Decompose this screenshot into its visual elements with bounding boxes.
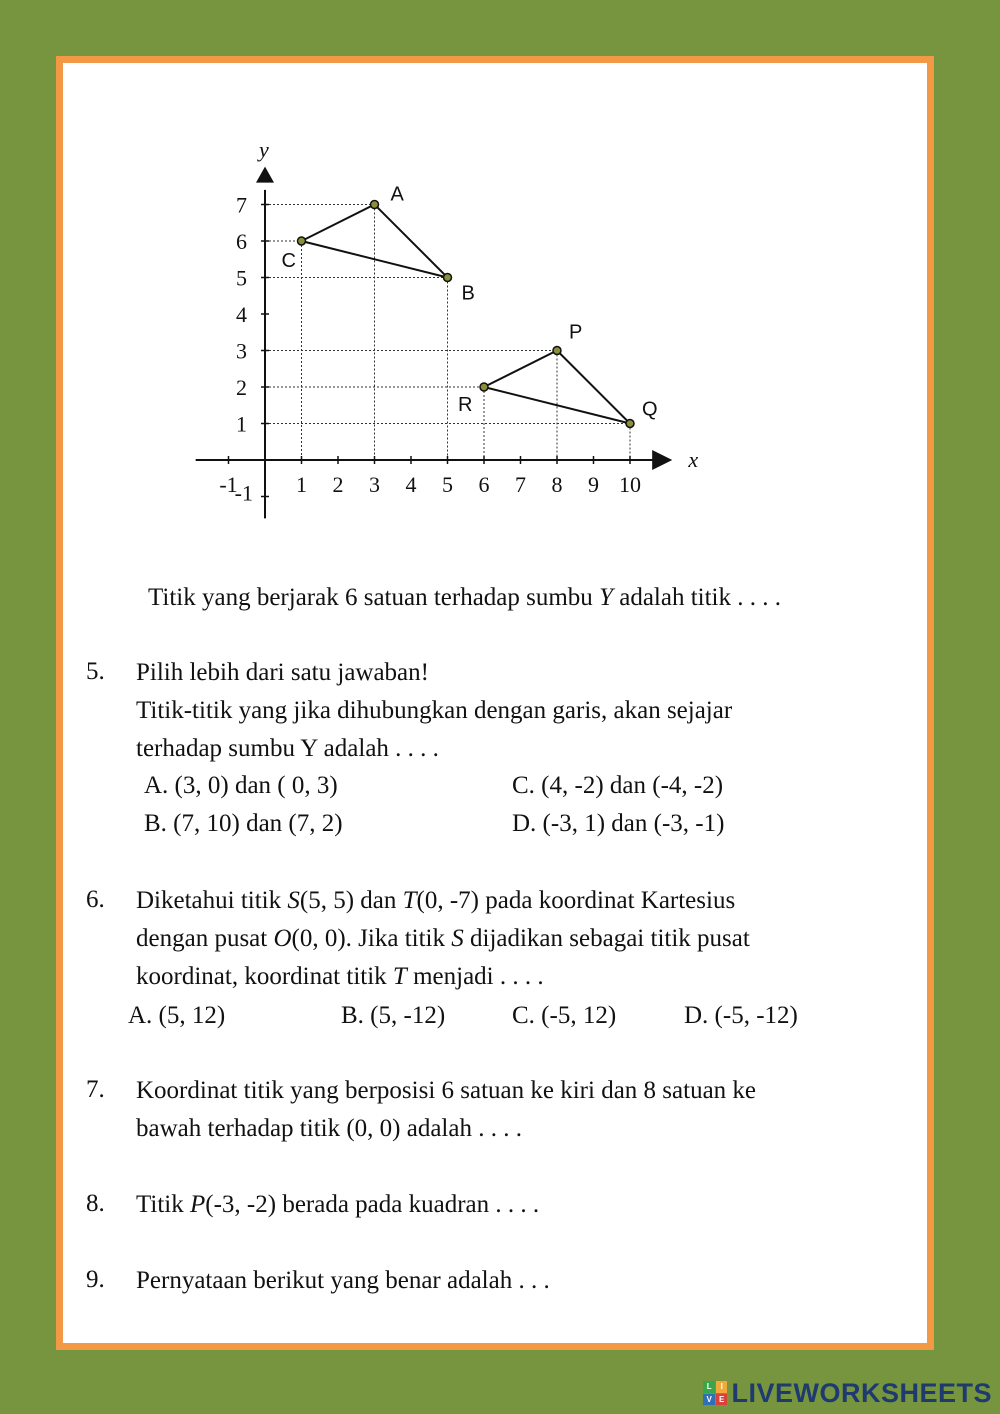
question-intro-after: adalah titik . . . .	[612, 584, 781, 611]
q5-option-d[interactable]: D. (-3, 1) dan (-3, -1)	[512, 810, 725, 837]
x-tick-label-1: 1	[296, 472, 307, 497]
y-tick-label-2: 2	[236, 375, 247, 400]
point-b	[444, 274, 452, 282]
q8-before: Titik	[136, 1191, 190, 1218]
q6-line1	[136, 886, 735, 916]
x-tick-label-6: 6	[478, 472, 490, 497]
point-c	[298, 237, 306, 245]
y-tick-label-6: 6	[236, 229, 247, 254]
q5-line2: Titik-titik yang jika dihubungkan dengan garis, akan sejajar	[136, 697, 733, 724]
x-tick-label-3: 3	[369, 472, 380, 497]
q6-l2a: dengan pusat	[136, 925, 274, 952]
q5-line1: Pilih lebih dari satu jawaban!	[136, 659, 429, 686]
x-tick-label-2: 2	[332, 472, 344, 497]
q8-p: P	[189, 1191, 206, 1218]
point-p	[553, 347, 561, 355]
q6-option-c[interactable]: C. (-5, 12)	[512, 1002, 617, 1029]
q6-l2o: O	[273, 925, 292, 952]
q6-l2s: S	[451, 925, 464, 952]
x-tick-label-9: 9	[588, 472, 599, 497]
q6-l1b: (5, 5) dan	[299, 887, 403, 914]
liveworksheets-wordmark: LIVEWORKSHEETS	[731, 1377, 992, 1408]
worksheet-page	[56, 56, 934, 1350]
point-label-b: B	[461, 282, 475, 305]
question-intro	[148, 583, 781, 613]
question-intro-axis: Y	[599, 584, 613, 611]
q5-number: 5.	[86, 658, 105, 685]
question-intro-before: Titik yang berjarak 6 satuan terhadap sumbu	[148, 584, 600, 611]
q6-line3	[136, 962, 544, 992]
q9-line1: Pernyataan berikut yang benar adalah . . .	[136, 1267, 550, 1294]
x-tick-label-4: 4	[405, 472, 417, 497]
point-r	[480, 383, 488, 391]
q6-number: 6.	[86, 886, 105, 913]
q5-line3: terhadap sumbu Y adalah . . . .	[136, 735, 439, 762]
x-tick-label-5: 5	[442, 472, 453, 497]
q7-number: 7.	[86, 1076, 105, 1103]
liveworksheets-logo-icon	[703, 1381, 727, 1405]
logo-letter-v: V	[703, 1394, 715, 1406]
q6-l1a: Diketahui titik	[136, 887, 288, 914]
q6-option-a[interactable]: A. (5, 12)	[128, 1002, 226, 1029]
q6-line2	[136, 924, 750, 954]
q6-l3a: koordinat, koordinat titik	[136, 963, 393, 990]
point-q	[626, 420, 634, 428]
point-label-p: P	[569, 321, 583, 344]
q6-option-b[interactable]: B. (5, -12)	[341, 1002, 446, 1029]
q8-line1	[136, 1190, 539, 1220]
q7-line1: Koordinat titik yang berposisi 6 satuan ke kiri dan 8 satuan ke	[136, 1077, 757, 1104]
q7-line2: bawah terhadap titik (0, 0) adalah . . . .	[136, 1115, 522, 1142]
y-tick-label-0: -1	[234, 480, 253, 506]
q5-option-c[interactable]: C. (4, -2) dan (-4, -2)	[512, 772, 724, 799]
coordinate-chart	[63, 63, 941, 603]
q6-l1s: S	[287, 887, 300, 914]
logo-letter-l: L	[703, 1381, 715, 1393]
x-tick-label-7: 7	[515, 472, 526, 497]
x-tick-label-0: -1	[219, 472, 238, 497]
q6-option-d[interactable]: D. (-5, -12)	[684, 1002, 798, 1029]
y-tick-label-3: 3	[236, 338, 247, 364]
x-tick-label-8: 8	[551, 472, 563, 497]
y-tick-label-4: 4	[236, 302, 247, 327]
point-label-a: A	[390, 183, 404, 206]
q9-number: 9.	[86, 1266, 105, 1293]
x-axis-label: x	[688, 447, 699, 472]
q6-l2c: dijadikan sebagai titik pusat	[463, 925, 750, 952]
x-tick-label-10: 10	[619, 472, 641, 497]
q6-l1t: T	[402, 887, 417, 914]
y-tick-label-1: 1	[236, 411, 247, 437]
q5-option-a[interactable]: A. (3, 0) dan ( 0, 3)	[144, 772, 338, 799]
y-axis-arrow-icon	[256, 167, 274, 183]
q6-l3t: T	[392, 963, 407, 990]
point-label-r: R	[458, 394, 473, 416]
logo-letter-i: I	[716, 1381, 728, 1393]
liveworksheets-brand	[703, 1378, 992, 1408]
q8-after: (-3, -2) berada pada kuadran . . . .	[205, 1191, 540, 1218]
y-tick-label-5: 5	[236, 265, 247, 291]
q5-option-b[interactable]: B. (7, 10) dan (7, 2)	[144, 810, 343, 837]
q6-l2b: (0, 0). Jika titik	[291, 925, 452, 952]
point-label-c: C	[281, 250, 296, 272]
y-tick-label-7: 7	[236, 192, 247, 218]
logo-letter-e: E	[716, 1394, 728, 1406]
q6-l1c: (0, -7) pada koordinat Kartesius	[416, 887, 736, 914]
point-a	[371, 201, 379, 209]
y-axis-label: y	[259, 137, 269, 163]
point-label-q: Q	[642, 398, 658, 421]
q8-number: 8.	[86, 1190, 105, 1217]
q6-l3b: menjadi . . . .	[406, 963, 544, 990]
